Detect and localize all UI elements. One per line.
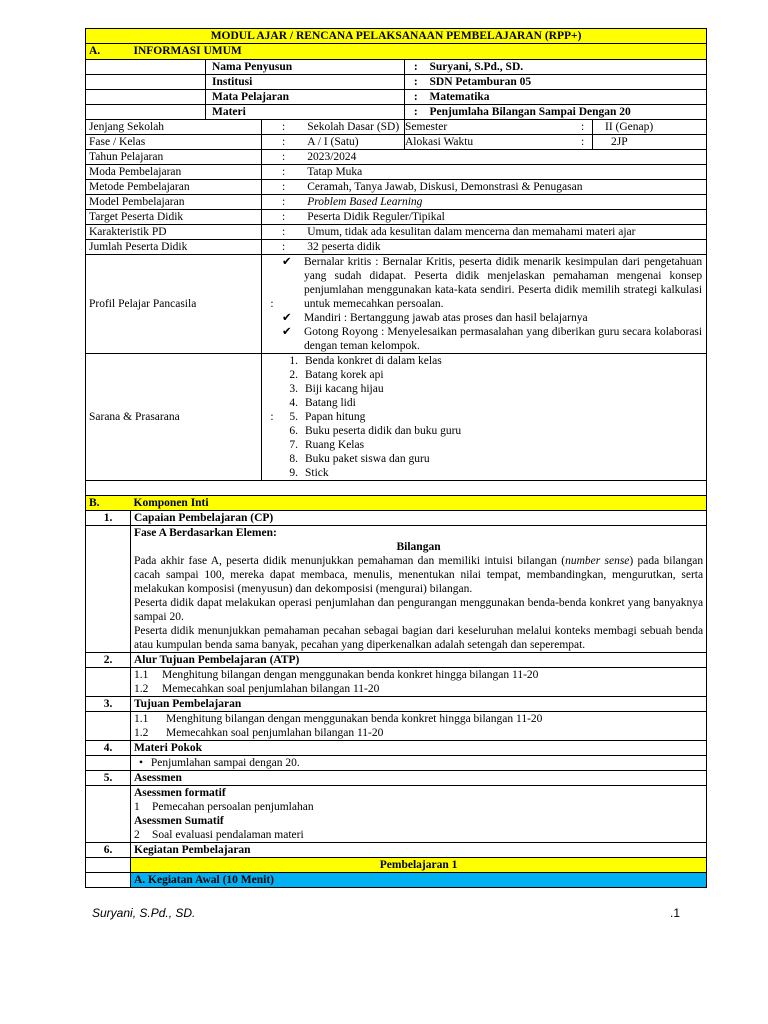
footer-author: Suryani, S.Pd., SD. — [92, 906, 196, 920]
section-b-letter: B. — [86, 496, 131, 511]
sarana-item: 3. Biji kacang hijau — [289, 383, 384, 395]
sarana-item: 9. Stick — [289, 467, 329, 479]
page-number: .1 — [669, 906, 680, 920]
section-a-letter: A. — [86, 44, 131, 60]
info-row-mapel: Mata Pelajaran : Matematika — [86, 90, 707, 105]
section-a-title: INFORMASI UMUM — [131, 44, 707, 60]
sarana-item: 6. Buku peserta didik dan buku guru — [289, 425, 462, 437]
penyusun-label: Nama Penyusun — [206, 60, 405, 75]
cp-title: Capaian Pembelajaran (CP) — [131, 511, 707, 526]
kegiatan-title: Kegiatan Pembelajaran — [131, 843, 707, 858]
sarana-item: 4. Batang lidi — [289, 397, 356, 409]
info-row-materi: Materi : Penjumlaha Bilangan Sampai Dengan 20 — [86, 105, 707, 120]
sarana-row: Sarana & Prasarana : 1. Benda konkret di dalam kelas 2. Batang korek api 3. Biji kacang hijau 4. Batang lidi 5. Papan hitung 6. Buku peserta didik dan buku guru 7. Ruang Kelas 8. Buku paket siswa dan guru 9. Stick — [86, 354, 707, 481]
kegiatan-awal-header: A. Kegiatan Awal (10 Menit) — [131, 873, 707, 888]
profil-item-3: ✔ Gotong Royong : Menyelesaikan permasalahan yang diberikan guru secara kolaborasi dengan teman kelompok. — [282, 326, 703, 352]
profil-item-1: ✔ Bernalar kritis : Bernalar Kritis, peserta didik menarik kesimpulan dari pengetahuan yang sudah didapat. Peserta didik menjelaskan pemahaman mengenai konsep penjumlahan menggunakan kata-kata sendiri. Peserta didik memilih strategi kalkulasi untuk memecahkan persoalan. — [282, 256, 703, 310]
profil-label: Profil Pelajar Pancasila — [86, 255, 262, 354]
info-row-institusi: Institusi : SDN Petamburan 05 — [86, 75, 707, 90]
info-row-target: Target Peserta Didik : Peserta Didik Reguler/Tipikal — [86, 210, 707, 225]
materi-value: Penjumlaha Bilangan Sampai Dengan 20 — [427, 105, 707, 120]
info-row-model: Model Pembelajaran : Problem Based Learning — [86, 195, 707, 210]
profil-item-2: ✔ Mandiri : Bertanggung jawab atas proses dan hasil belajarnya — [282, 312, 588, 324]
sarana-item: 2. Batang korek api — [289, 369, 384, 381]
info-row-fase: Fase / Kelas : A / I (Satu) Alokasi Waktu : 2JP — [86, 135, 707, 150]
check-icon: ✔ — [282, 312, 292, 324]
cp-content: Fase A Berdasarkan Elemen: Bilangan Pada akhir fase A, peserta didik menunjukkan pemahaman dan memiliki intuisi bilangan (number sense) pada bilangan cacah sampai 100, mereka dapat membaca, menulis, menentukan nilai tempat, membandingkan, mengurutkan, serta melakukan komposisi (menyusun) dan dekomposisi (mengurai) bilangan. Peserta didik dapat melakukan operasi penjumlahan dan pengurangan menggunakan benda-benda konkret yang banyaknya sampai 20. Peserta didik menunjukkan pemahaman pecahan sebagai bagian dari keseluruhan melalui konteks membagi sebuah benda atau kumpulan benda sama banyak, pecahan yang diperkenalkan adalah setengah dan seperempat. — [131, 526, 707, 653]
info-row-metode: Metode Pembelajaran : Ceramah, Tanya Jawab, Diskusi, Demonstrasi & Penugasan — [86, 180, 707, 195]
penyusun-value: Suryani, S.Pd., SD. — [427, 60, 707, 75]
institusi-value: SDN Petamburan 05 — [427, 75, 707, 90]
check-icon: ✔ — [282, 326, 292, 338]
info-row-moda: Moda Pembelajaran : Tatap Muka — [86, 165, 707, 180]
bullet-icon: • — [138, 757, 144, 769]
info-row-karakteristik: Karakteristik PD : Umum, tidak ada kesulitan dalam mencerna dan memahami materi ajar — [86, 225, 707, 240]
page-footer — [92, 906, 680, 920]
sarana-item: 5. Papan hitung — [289, 411, 366, 423]
info-row-penyusun: Nama Penyusun : Suryani, S.Pd., SD. — [86, 60, 707, 75]
info-row-tahun: Tahun Pelajaran : 2023/2024 — [86, 150, 707, 165]
asesmen-title: Asessmen — [131, 771, 707, 786]
document-page — [85, 28, 706, 888]
info-row-jenjang: Jenjang Sekolah : Sekolah Dasar (SD) Semester : II (Genap) — [86, 120, 707, 135]
sarana-item: 1. Benda konkret di dalam kelas — [289, 355, 442, 367]
tujuan-title: Tujuan Pembelajaran — [131, 697, 707, 712]
sarana-item: 8. Buku paket siswa dan guru — [289, 453, 430, 465]
section-b-title: Komponen Inti — [131, 496, 707, 511]
materi-pokok-title: Materi Pokok — [131, 741, 707, 756]
info-row-jumlah: Jumlah Peserta Didik : 32 peserta didik — [86, 240, 707, 255]
sarana-label: Sarana & Prasarana — [86, 354, 262, 481]
document-title: MODUL AJAR / RENCANA PELAKSANAAN PEMBELAJARAN (RPP+) — [86, 29, 707, 44]
rpp-table: MODUL AJAR / RENCANA PELAKSANAAN PEMBELAJARAN (RPP+) A. INFORMASI UMUM Nama Penyusun : Suryani, S.Pd., SD. Institusi : SDN Petamburan 05 Mata Pelajaran : Matematika Materi : Penjumlaha Bilangan Sampai Dengan 20 Jenjang Sekolah : Sekolah Dasar (SD) Semester : II (Genap) Fase / Kelas : A / I (Satu) Alokasi Waktu : 2JP Tahun Pelajaran : 2023/2024 Moda Pembelajaran : Tatap Muka Metode Pembelajaran : Ceramah, Tanya Jawab, Diskusi, Demonstrasi & Penugasan Model Pembelajaran : Problem Based Learning Target Peserta Didik : Peserta Didik Reguler/Tipikal Karakteristik PD : Umum, tidak ada kesulitan dalam mencerna dan memahami materi ajar Jumlah Peserta Didik : 32 peserta didik Profil Pelajar Pancasila : ✔ Bernalar kritis : Bernalar Kritis, peserta didik menarik kesimpulan dari pengetahuan yang sudah didapat. Peserta didik menjelaskan pemahaman mengenai konsep penjumlahan menggunakan kata-kata sendiri. Peserta didik memilih strategi kalkulasi untuk memecahkan persoalan. ✔ Mandiri : Bertanggung jawab atas proses dan hasil belajarnya ✔ Gotong Royong : Menyelesaikan permasalahan yang diberikan guru secara kolaborasi dengan teman kelompok. Sarana & Prasarana : 1. Benda konkret di dalam kelas 2. Batang korek api 3. Biji kacang hijau 4. Batang lidi 5. Papan hitung 6. Buku peserta didik dan buku guru 7. Ruang Kelas 8. Buku paket siswa dan guru 9. Stick B. Komponen Inti 1. Capaian Pembelajaran (CP) Fase A Berdasarkan Elemen: Bilangan Pada akhir fase A, peserta didik menunjukkan pemahaman dan memiliki intuisi bilangan (number sense) pada bilangan cacah sampai 100, mereka dapat membaca, menulis, menentukan nilai tempat, membandingkan, mengurutkan, serta melakukan komposisi (menyusun) dan dekomposisi (mengurai) bilangan. Peserta didik dapat melakukan operasi penjumlahan dan pengurangan menggunakan benda-benda konkret yang banyaknya sampai 20. Peserta didik menunjukkan pemahaman pecahan sebagai bagian dari keseluruhan melalui konteks membagi sebuah benda atau kumpulan benda sama banyak, pecahan yang diperkenalkan adalah setengah dan seperempat. 2. Alur Tujuan Pembelajaran (ATP) 1.1 Menghitung bilangan dengan menggunakan benda konkret hingga bilangan 11-20 1.2 Memecahkan soal penjumlahan bilangan 11-20 3. Tujuan Pembelajaran 1.1 Menghitung bilangan dengan menggunakan benda konkret hingga bilangan 11-20 1.2 Memecahkan soal penjumlahan bilangan 11-20 4. Materi Pokok • Penjumlahan sampai dengan 20. 5. Asessmen Asessmen formatif 1 Pemecahan persoalan penjumlahan Asessmen Sumatif 2 Soal evaluasi pendalaman materi 6. Kegiatan Pembelajaran Pembelajaran 1 A. Kegiatan Awal (10 Menit) — [85, 28, 707, 888]
check-icon: ✔ — [282, 256, 292, 268]
atp-title: Alur Tujuan Pembelajaran (ATP) — [131, 653, 707, 668]
sarana-item: 7. Ruang Kelas — [289, 439, 365, 451]
profil-row: Profil Pelajar Pancasila : ✔ Bernalar kritis : Bernalar Kritis, peserta didik menarik kesimpulan dari pengetahuan yang sudah didapat. Peserta didik menjelaskan pemahaman mengenai konsep penjumlahan menggunakan kata-kata sendiri. Peserta didik memilih strategi kalkulasi untuk memecahkan persoalan. ✔ Mandiri : Bertanggung jawab atas proses dan hasil belajarnya ✔ Gotong Royong : Menyelesaikan permasalahan yang diberikan guru secara kolaborasi dengan teman kelompok. — [86, 255, 707, 354]
pembelajaran-header: Pembelajaran 1 — [131, 858, 707, 873]
mapel-value: Matematika — [427, 90, 707, 105]
